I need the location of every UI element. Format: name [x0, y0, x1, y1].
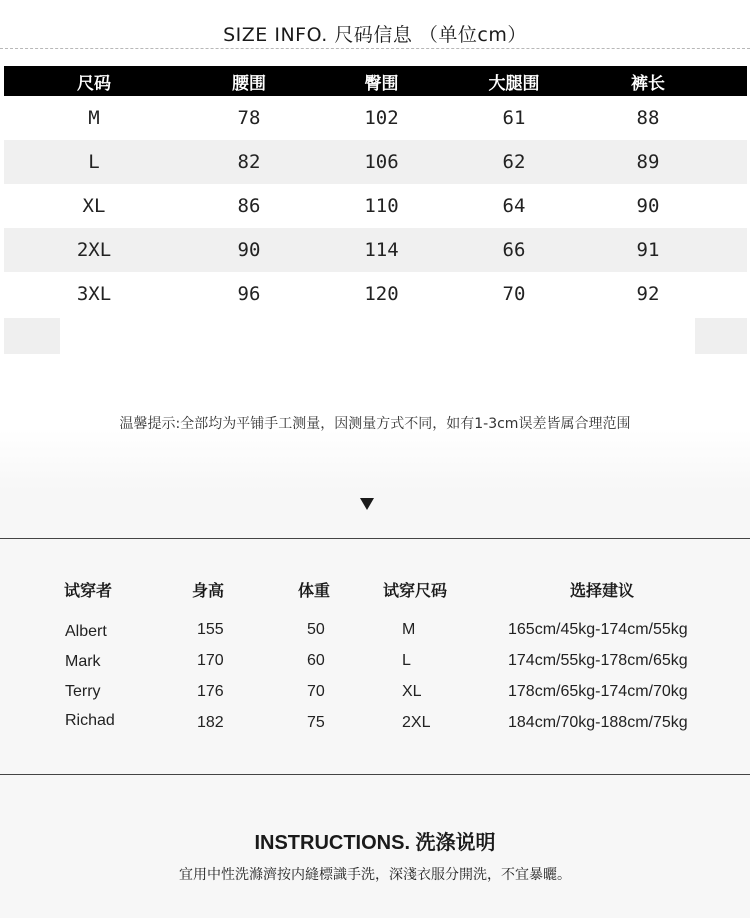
section-divider: [0, 538, 750, 539]
cell-thigh: 62: [502, 151, 526, 173]
header-length: 裤长: [631, 73, 665, 94]
instructions-title: INSTRUCTIONS. 洗涤说明: [254, 832, 496, 854]
table-row: [4, 228, 747, 272]
tester-suggestion: 165cm/45kg-174cm/55kg: [508, 621, 688, 638]
dashed-divider: [0, 48, 750, 49]
tester-suggestion: 184cm/70kg-188cm/75kg: [508, 714, 688, 731]
header-hip: 臀围: [364, 73, 399, 94]
cell-waist: 82: [237, 151, 261, 173]
cell-hip: 106: [364, 151, 399, 173]
measurement-notice: 温馨提示:全部均为平铺手工测量，因测量方式不同，如有1-3cm误差皆属合理范围: [119, 416, 631, 432]
cell-size: 2XL: [76, 239, 112, 261]
tester-height: 155: [197, 621, 224, 638]
tester-name: Albert: [65, 623, 107, 640]
cell-waist: 78: [237, 107, 261, 129]
cell-waist: 96: [237, 283, 261, 305]
header-tester: 试穿者: [64, 583, 113, 600]
tester-weight: 75: [307, 714, 325, 731]
tester-weight: 50: [307, 621, 325, 638]
cell-size: XL: [82, 195, 106, 217]
cell-thigh: 66: [502, 239, 526, 261]
tester-size: 2XL: [402, 714, 431, 731]
tester-name: Mark: [65, 653, 101, 670]
tester-weight: 70: [307, 683, 325, 700]
tester-size: M: [402, 621, 416, 638]
cell-size: 3XL: [76, 283, 112, 305]
size-table: [4, 66, 747, 316]
cell-thigh: 64: [502, 195, 526, 217]
size-table-header: [4, 66, 747, 96]
cell-hip: 110: [364, 195, 399, 217]
tester-height: 170: [197, 652, 224, 669]
header-waist: 腰围: [232, 73, 266, 94]
cell-length: 92: [636, 283, 660, 305]
cell-size: L: [88, 151, 100, 173]
table-row: [4, 140, 747, 184]
header-suggestion: 选择建议: [570, 583, 635, 600]
tester-weight: 60: [307, 652, 325, 669]
cell-length: 88: [636, 107, 660, 129]
cell-hip: 102: [364, 107, 399, 129]
cell-length: 89: [636, 151, 660, 173]
tester-size: L: [402, 652, 411, 669]
cell-length: 90: [636, 195, 660, 217]
cell-thigh: 61: [502, 107, 526, 129]
header-thigh: 大腿围: [488, 73, 540, 94]
header-tried-size: 试穿尺码: [383, 583, 448, 600]
table-row: [4, 184, 747, 228]
tester-name: Richad: [65, 712, 115, 729]
cell-size: M: [88, 107, 100, 129]
cell-waist: 86: [237, 195, 261, 217]
section-divider: [0, 774, 750, 775]
instructions-text: 宜用中性洗滌濟按内縫標識手洗，深淺衣服分開洗，不宜暴曬。: [179, 867, 571, 883]
table-row: [4, 272, 747, 316]
tester-suggestion: 174cm/55kg-178cm/65kg: [508, 652, 688, 669]
header-height: 身高: [192, 583, 225, 600]
tester-height: 176: [197, 683, 224, 700]
table-footer-band-inner: [60, 318, 695, 354]
table-row: [4, 96, 747, 140]
header-size: 尺码: [77, 73, 111, 94]
tester-name: Terry: [65, 683, 101, 700]
header-weight: 体重: [298, 583, 331, 600]
tester-height: 182: [197, 714, 224, 731]
cell-thigh: 70: [502, 283, 526, 305]
cell-hip: 120: [364, 283, 399, 305]
size-info-title: SIZE INFO. 尺码信息 （单位cm）: [223, 24, 527, 46]
cell-length: 91: [636, 239, 660, 261]
down-arrow-icon: [360, 498, 374, 510]
cell-hip: 114: [364, 239, 399, 261]
tester-suggestion: 178cm/65kg-174cm/70kg: [508, 683, 688, 700]
tester-size: XL: [402, 683, 422, 700]
cell-waist: 90: [237, 239, 261, 261]
